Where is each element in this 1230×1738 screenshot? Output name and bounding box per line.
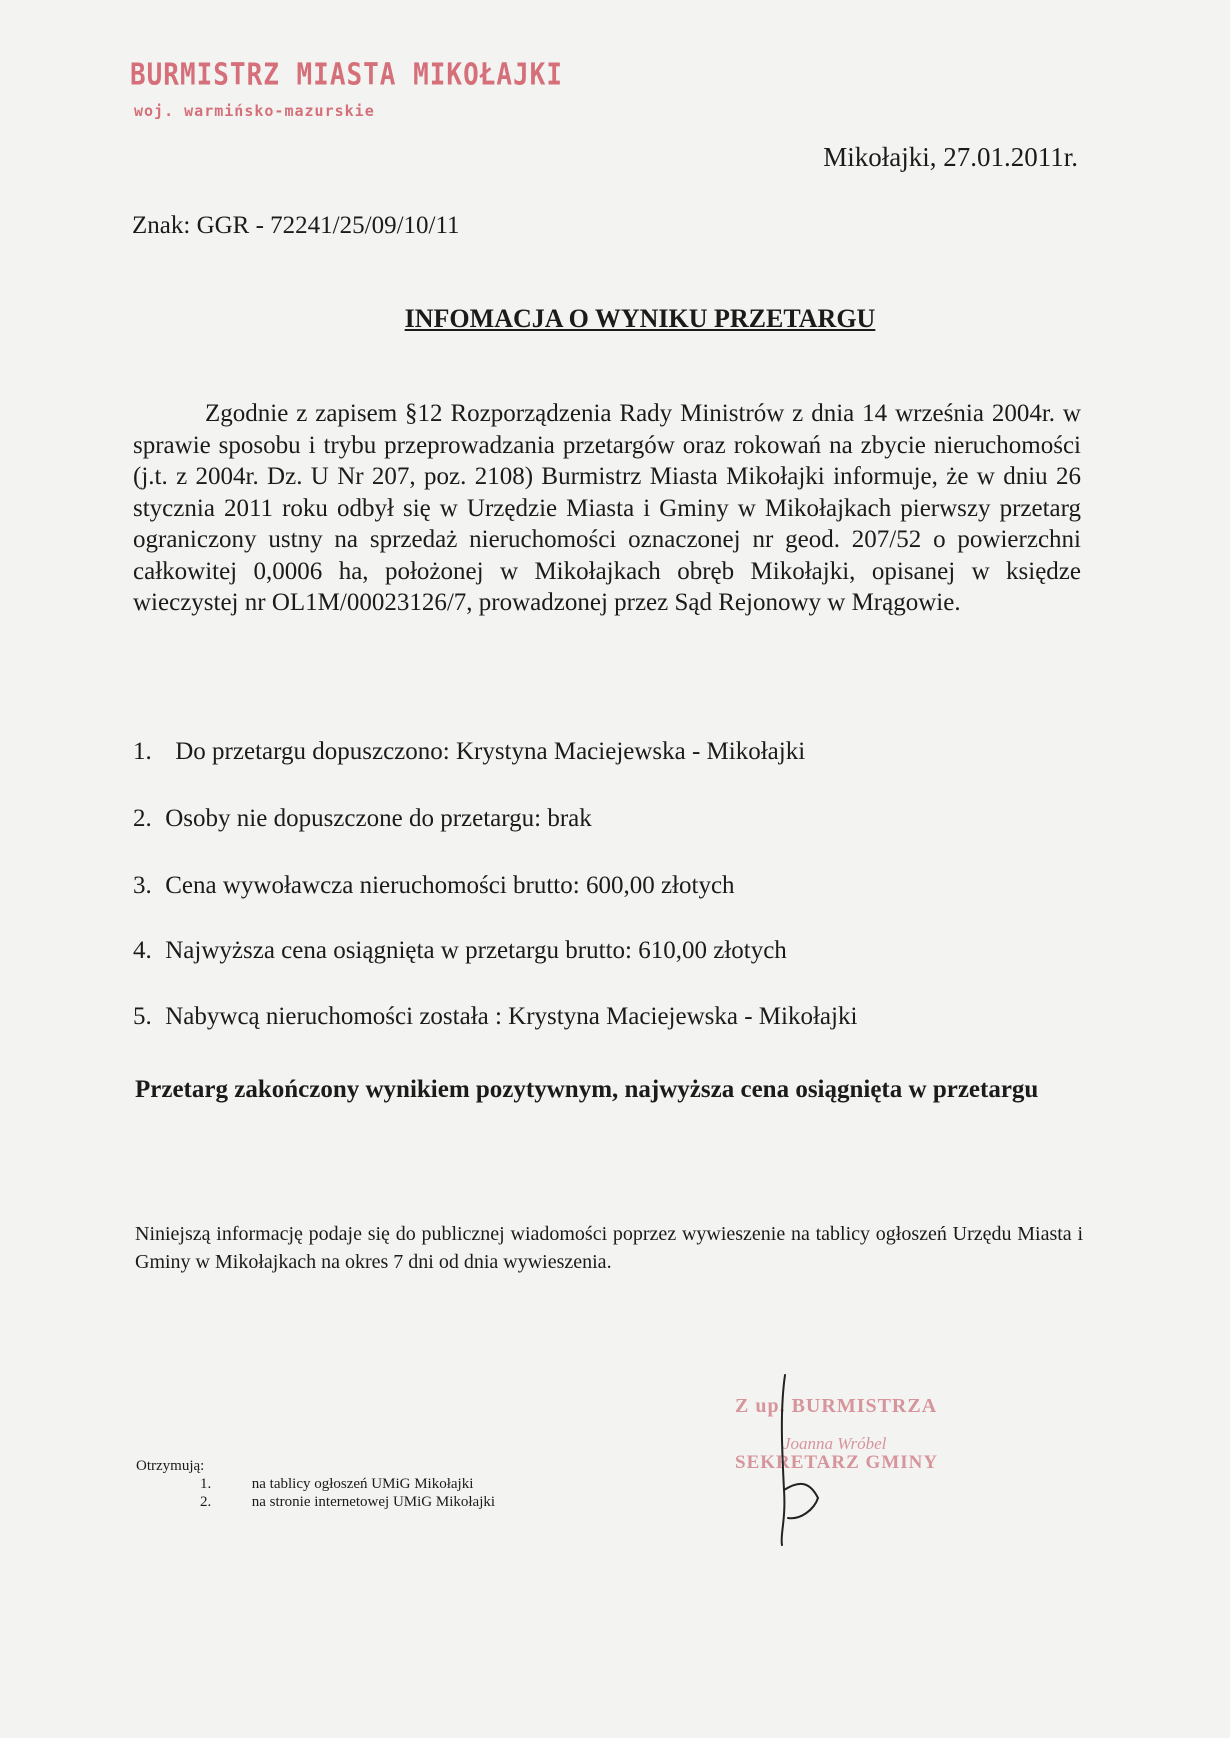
signature-stamp-name: Joanna Wróbel: [783, 1434, 887, 1453]
list-item-number: 4.: [133, 937, 152, 964]
recipient-number: 1.: [200, 1476, 212, 1492]
list-item-text: Osoby nie dopuszczone do przetargu: brak: [165, 805, 592, 832]
recipient-text: na tablicy ogłoszeń UMiG Mikołajki: [251, 1476, 474, 1492]
recipient-number: 2.: [200, 1494, 212, 1510]
list-item-number: 5.: [133, 1003, 152, 1030]
document-date: Mikołajki, 27.01.2011r.: [823, 142, 1078, 172]
recipient-text: na stronie internetowej UMiG Mikołajki: [251, 1494, 496, 1510]
signature-stamp-authority: Z up. BURMISTRZA: [735, 1395, 938, 1417]
intro-paragraph: Zgodnie z zapisem §12 Rozporządzenia Rady Ministrów z dnia 14 września 2004r. w sprawie sposobu i trybu przeprowadzania przetargów oraz rokowań na zbycie nieruchomości (j.t. z 2004r. Dz. U Nr 207, poz. 2108) Burmistrz Miasta Mikołajki informuje, że w dniu 26 stycznia 2011 roku odbył się w Urzędzie Miasta i Gminy w Mikołajkach pierwszy przetarg ograniczony ustny na sprzedaż nieruchomości oznaczonej nr geod. 207/52 o powierzchni całkowitej 0,0006 ha, położonej w Mikołajkach obręb Mikołajki, opisanej w księdze wieczystej nr OL1M/00023126/7, prowadzonej przez Sąd Rejonowy w Mrągowie.: [133, 400, 1081, 616]
document-title: INFOMACJA O WYNIKU PRZETARGU: [404, 304, 876, 333]
office-stamp: [130, 58, 563, 120]
list-item-number: 3.: [133, 872, 152, 899]
list-item-text: Nabywcą nieruchomości została : Krystyna Maciejewska - Mikołajki: [165, 1003, 858, 1030]
publication-notice: Niniejszą informację podaje się do publicznej wiadomości poprzez wywieszenie na tablicy ogłoszeń Urzędu Miasta i Gminy w Mikołajkach na okres 7 dni od dnia wywieszenia.: [135, 1223, 1083, 1273]
list-item: [133, 872, 735, 900]
list-item-text: Do przetargu dopuszczono: Krystyna Maciejewska - Mikołajki: [175, 738, 806, 765]
recipients-label: Otrzymują:: [136, 1458, 205, 1474]
signature-stamp-role: SEKRETARZ GMINY: [735, 1452, 939, 1473]
list-item-number: 1.: [133, 738, 152, 765]
recipient-item: [200, 1476, 473, 1493]
list-item-number: 2.: [133, 805, 152, 832]
list-item: [133, 1003, 857, 1031]
list-item: [133, 805, 592, 833]
reference-number: Znak: GGR - 72241/25/09/10/11: [132, 212, 460, 239]
handwritten-signature: [770, 1370, 880, 1550]
list-item-text: Cena wywoławcza nieruchomości brutto: 600,00 złotych: [165, 872, 735, 899]
conclusion-statement: Przetarg zakończony wynikiem pozytywnym, najwyższa cena osiągnięta w przetargu: [135, 1076, 1039, 1103]
list-item: [133, 937, 787, 965]
office-stamp-title: BURMISTRZ MIASTA MIKOŁAJKI: [130, 58, 563, 93]
list-item-text: Najwyższa cena osiągnięta w przetargu brutto: 610,00 złotych: [165, 937, 787, 964]
office-stamp-region: woj. warmińsko-mazurskie: [134, 102, 375, 120]
recipient-item: [200, 1494, 495, 1511]
list-item: [133, 738, 805, 766]
